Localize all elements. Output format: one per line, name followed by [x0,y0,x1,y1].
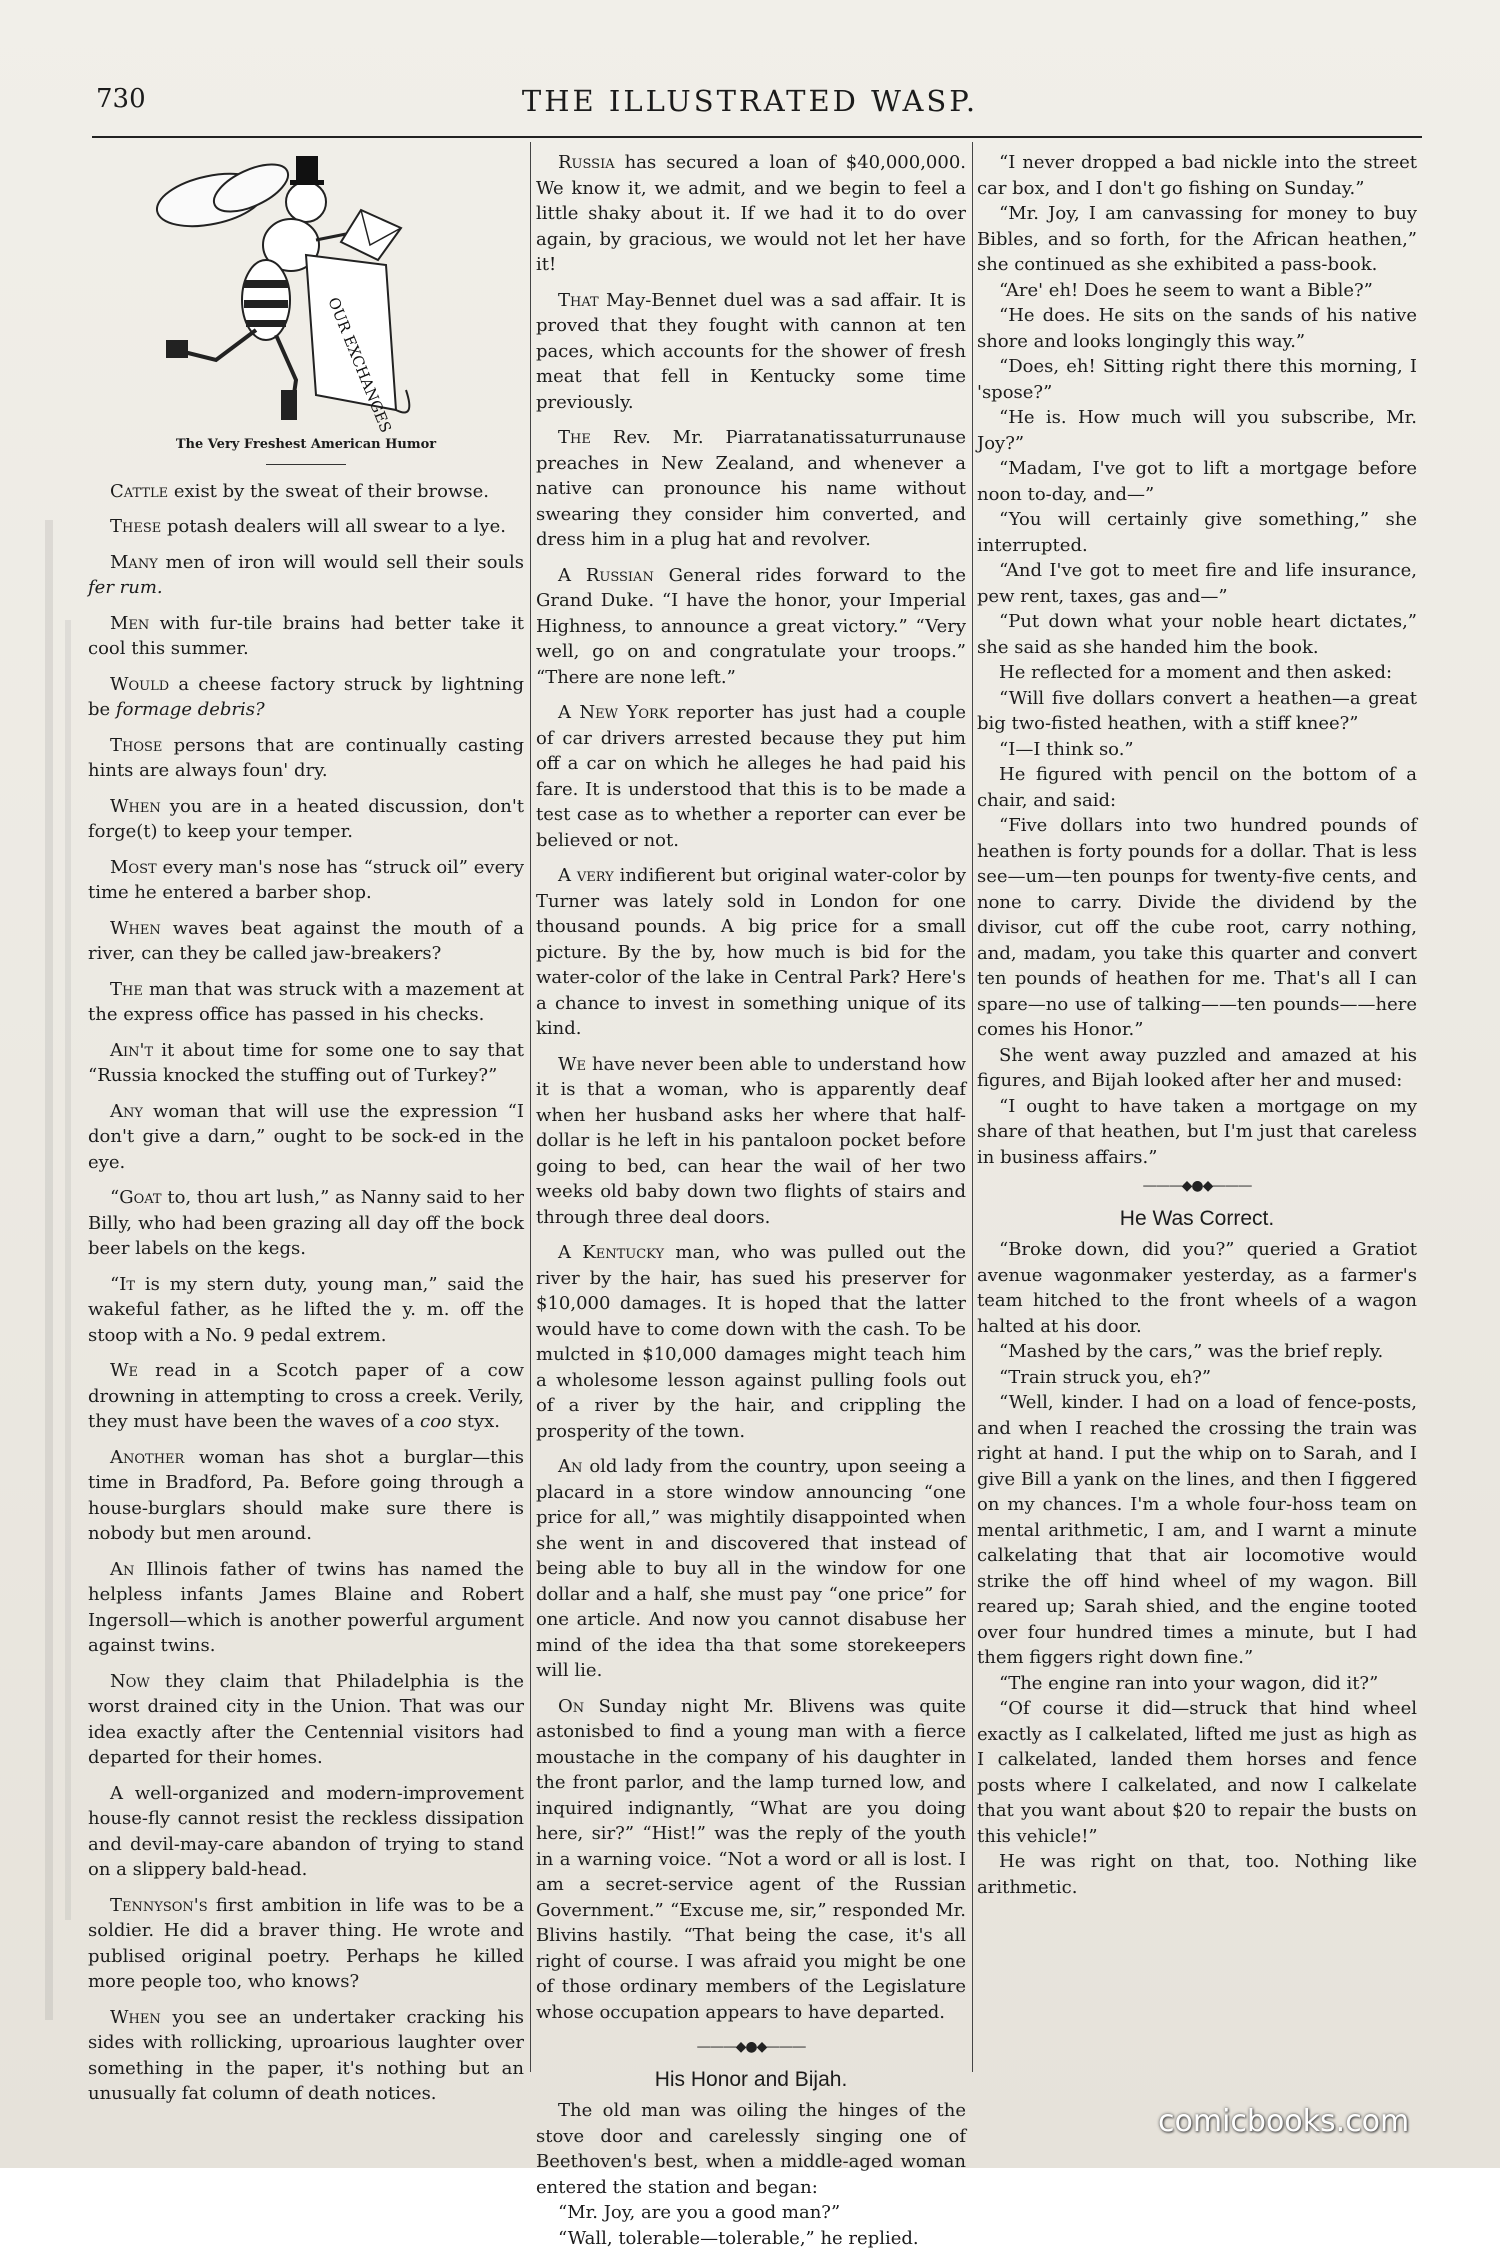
caption-rule [266,464,346,465]
paragraph-text: woman has shot a burglar—this time in Bradford, Pa. Before going through a house-burglars should make sure there is nobody but men around. [88,1447,524,1545]
story-bijah-part2 [977,150,1417,1170]
paragraph-text: reporter has just had a couple of car drivers arrested because they put him off a car on which he alleges he had paid his fare. It is understood that this is to be made a test case as to whether a reporter can ever be believed or not. [536,702,966,851]
header-rule [92,136,1422,138]
column-3 [977,150,1417,2080]
paragraph-text: is my stern duty, young man,” said the wakeful father, as he lifted the y. m. off the stoop with a No. 9 pedal extrem. [88,1274,524,1346]
paragraph-lead: Would [110,674,169,695]
paragraph-text: General rides forward to the Grand Duke. “I have the honor, your Imperial Highness, to announce a great victory.” “Very well, go on and congratulate your troops.” “There are none left.” [536,565,966,688]
paragraph-text: men of iron will would sell their souls [158,552,524,573]
paragraph-lead: Many [110,552,158,573]
paragraph-lead: Those [110,735,162,756]
story-paragraph: “Five dollars into two hundred pounds of heathen is forty pounds for a dollar. That is less see—um—ten pounps for twenty-five cents, and none to carry. Divide the dividend by the divisor, cut off the cube root, carry nothing, and, madam, you take this quarter and convert ten pounds of heathen for me. That's all I can spare—no use of talking——ten pounds——here comes his Honor.” [977,813,1417,1043]
story-paragraph: “Are' eh! Does he seem to want a Bible?” [977,278,1417,304]
story-paragraph: The old man was oiling the hinges of the stove door and carelessly singing one of Beethoven's best, when a middle-aged woman entered the station and began: [536,2098,966,2200]
paragraph-lead: When [110,918,161,939]
story-paragraph: “Train struck you, eh?” [977,1365,1417,1391]
paragraph-italic: coo [420,1411,452,1432]
paragraph-text: indifierent but original water-color by Turner was lately sold in London for one thousand pounds. A big price for a small picture. By the by, how much is bid for the water-color of the lake in Central Park? Here's a chance to invest in something unique of its kind. [536,865,966,1039]
paragraph-tail: styx. [452,1411,500,1432]
paragraph-text: man, who was pulled out the river by the hair, has sued his preserver for $10,000 damages. It is hoped that the latter would have to come down with the cash. To be mulcted in $10,000 damages might teach him a wholesome lesson against pulling fools out of a river by the hair, and crippling the prosperity of the town. [536,1242,966,1442]
paragraph [88,1038,524,1089]
story-paragraph: “Madam, I've got to lift a mortgage before noon to-day, and—” [977,456,1417,507]
paragraph-text: you see an undertaker cracking his sides with rollicking, uproarious laughter over something in the paper, it's nothing but an unusually fat column of death notices. [88,2007,524,2105]
paragraph [536,1694,966,2026]
paragraph [536,700,966,853]
paragraph-lead: An [110,1559,134,1580]
story-paragraph: “I never dropped a bad nickle into the street car box, and I don't go fishing on Sunday.” [977,150,1417,201]
paragraph-text: man that was struck with a mazement at the express office has passed in his checks. [88,979,524,1026]
story-paragraph: “The engine ran into your wagon, did it?” [977,1671,1417,1697]
paragraph [536,863,966,1042]
paragraph-text: Rev. Mr. Piarratanatissaturrunause preaches in New Zealand, and whenever a native can pronounce his name without swearing they consider him converted, and dress him in a plug hat and revolver. [536,427,966,550]
paragraph-lead: Ain't [110,1040,153,1061]
paragraph-text: read in a Scotch paper of a cow drowning in attempting to cross a creek. Verily, they must have been the waves of a [88,1360,524,1432]
paragraph [536,1052,966,1231]
paragraph-lead: The [110,979,143,1000]
paragraph-lead: The [558,427,591,448]
paragraph-text: you are in a heated discussion, don't forge(t) to keep your temper. [88,796,524,843]
paragraph-lead: We [558,1054,586,1075]
paragraph [88,1185,524,1262]
paragraph-text: potash dealers will all swear to a lye. [161,516,506,537]
story-paragraph: “Will five dollars convert a heathen—a great big two-fisted heathen, with a stiff knee?” [977,686,1417,737]
wasp-mascot-illustration [156,150,456,430]
paragraph [88,1358,524,1435]
paragraph-text: have never been able to understand how it is that a woman, who is apparently deaf when her husband asks her where that half-dollar is he left in his pantaloon pocket before going to bed, can hear the wail of her two weeks old baby down two flights of stairs and through three deal doors. [536,1054,966,1228]
column-rule-2 [972,142,973,2072]
paragraph-text: woman that will use the expression “I don't give a darn,” ought to be sock-ed in the eye. [88,1101,524,1173]
page-number: 730 [96,84,146,114]
paragraph [536,288,966,416]
story-paragraph: He figured with pencil on the bottom of a chair, and said: [977,762,1417,813]
paragraph-lead: Now [110,1671,150,1692]
story-paragraph: “Mashed by the cars,” was the brief reply. [977,1339,1417,1365]
paragraph-text: exist by the sweat of their browse. [168,481,489,502]
paragraph-text: old lady from the country, upon seeing a placard in a store window announcing “one price for all,” was mightily disappointed when she went in and discovered that instead of being able to buy all in the window for one dollar and a half, she must pay “one price” for one article. And now you cannot disabuse her mind of the idea tha that some storekeepers will lie. [536,1456,966,1681]
paragraph [88,855,524,906]
paragraph-text: they claim that Philadelphia is the worst drained city in the Union. That was our idea exactly after the Centennial visitors had departed for their homes. [88,1671,524,1769]
paragraph-lead: Russia [558,152,615,173]
story-paragraph: “I ought to have taken a mortgage on my share of that heathen, but I'm just that careless in business affairs.” [977,1094,1417,1171]
story-paragraph: “And I've got to meet fire and life insurance, pew rent, taxes, gas and—” [977,558,1417,609]
paragraph-lead: That [558,290,599,311]
paragraph-lead: Another [110,1447,184,1468]
paragraph [88,1781,524,1883]
story-paragraph: She went away puzzled and amazed at his figures, and Bijah looked after her and mused: [977,1043,1417,1094]
paragraph-lead: A very [558,865,614,886]
story-bijah-part1 [536,2098,966,2251]
page-title: THE ILLUSTRATED WASP. [0,84,1500,118]
paragraph [536,425,966,553]
story-paragraph: “Mr. Joy, are you a good man?” [536,2200,966,2226]
paragraph-lead: Any [110,1101,143,1122]
paragraph-lead: Men [110,613,149,634]
paragraph-text: waves beat against the mouth of a river, can they be called jaw-breakers? [88,918,524,965]
paragraph [88,611,524,662]
paragraph-lead: “Goat [110,1187,162,1208]
paragraph [88,514,524,540]
paragraph-text: first ambition in life was to be a soldier. He did a braver thing. He wrote and publised original poetry. Perhaps he killed more people too, who knows? [88,1895,524,1993]
paragraph [88,1099,524,1176]
story-paragraph: “Mr. Joy, I am canvassing for money to buy Bibles, and so forth, for the African heathen,” she continued as she exhibited a pass-book. [977,201,1417,278]
paragraph [88,916,524,967]
paragraph [88,733,524,784]
paragraph-text: to, thou art lush,” as Nanny said to her Billy, who had been grazing all day off the bock beer labels on the kegs. [88,1187,524,1259]
paragraph-text: has secured a loan of $40,000,000. We know it, we admit, and we begin to feel a little shaky about it. If we had it to do over again, by gracious, we would not let her have it! [536,152,966,275]
banner-text: OUR EXCHANGES [324,295,395,435]
paragraph [536,1454,966,1684]
paragraph [88,550,524,601]
paragraph [88,479,524,505]
story-paragraph: “I—I think so.” [977,737,1417,763]
story-paragraph: “He does. He sits on the sands of his native shore and looks longingly this way.” [977,303,1417,354]
paragraph-lead: When [110,796,161,817]
column-1 [88,150,524,2080]
items-list [536,150,966,2025]
story-paragraph: “Well, kinder. I had on a load of fence-posts, and when I reached the crossing the train was right at hand. I put the whip on to Sarah, and I give Bill a yank on the lines, and then I figgered on my chances. I'm a whole four-hoss team on mental arithmetic, I am, and I warnt a minute calkelating that that air locomotive would strike the off hind wheel of my wagon. Bill reared up; Sarah shied, and the engine tooted over four hundred times a minute, but I had them figgers right down fine.” [977,1390,1417,1671]
section-separator: ———◆●◆——— [536,2035,966,2061]
jokes-list [88,479,524,2107]
paragraph-lead: We [110,1360,138,1381]
paragraph-italic: fer rum. [88,577,163,598]
story-paragraph: “Of course it did—struck that hind wheel exactly as I calkelated, lifted me just as high as I calkelated, landed them horses and fence posts where I calkelated, and now I calkelate that you want about $20 to repair the busts on this vehicle!” [977,1696,1417,1849]
paragraph [88,1272,524,1349]
paragraph [536,1240,966,1444]
column-rule-1 [530,142,531,2072]
paragraph-text: a cheese factory struck by lightning be [88,674,524,721]
paragraph-text: it about time for some one to say that “Russia knocked the stuffing out of Turkey?” [88,1040,524,1087]
story-paragraph: “Wall, tolerable—tolerable,” he replied. [536,2226,966,2251]
paragraph-text: Sunday night Mr. Blivens was quite astonisbed to find a young man with a fierce moustache in the company of his daughter in the front parlor, and the lamp turned low, and inquired indignantly, “What are you doing here, sir?” “Hist!” was the reply of the youth in a warning voice. “Not a word or all is lost. I am a secret-service agent of the Russian Government.” “Excuse me, sir,” responded Mr. Blivins hastily. “That being the case, it's all right of course. I was afraid you might be one of those ordinary members of the Legislature whose occupation appears to have departed. [536,1696,966,2023]
watermark: comicbooks.com [1158,2104,1409,2139]
story-paragraph: “You will certainly give something,” she interrupted. [977,507,1417,558]
paragraph-text: with fur-tile brains had better take it cool this summer. [88,613,524,660]
paragraph-text: every man's nose has “struck oil” every time he entered a barber shop. [88,857,524,904]
paragraph-lead: On [558,1696,584,1717]
paragraph-italic: formage debris? [116,699,265,720]
paragraph-lead: “It [110,1274,135,1295]
paragraph [88,977,524,1028]
paragraph-lead: An [558,1456,582,1477]
paragraph-lead: Most [110,857,157,878]
story-paragraph: “Does, eh! Sitting right there this morning, I 'spose?” [977,354,1417,405]
section-separator: ———◆●◆——— [977,1174,1417,1200]
paragraph-text: A well-organized and modern-improvement house-fly cannot resist the reckless dissipation and devil-may-care abandon of trying to stand on a slippery bald-head. [88,1783,524,1881]
paragraph-text: persons that are continually casting hints are always foun' dry. [88,735,524,782]
story-heading-bijah: His Honor and Bijah. [536,2067,966,2093]
paragraph [88,1893,524,1995]
paragraph-lead: A Russian [558,565,654,586]
paragraph-lead: A New York [558,702,669,723]
story-heading-correct: He Was Correct. [977,1206,1417,1232]
paragraph-lead: When [110,2007,161,2028]
bleed-through-ghost [5,520,95,2020]
story-paragraph: He reflected for a moment and then asked: [977,660,1417,686]
story-paragraph: “Put down what your noble heart dictates,” she said as she handed him the book. [977,609,1417,660]
column-2 [536,150,966,2080]
paragraph [88,794,524,845]
paragraph [88,2005,524,2107]
paragraph [88,1557,524,1659]
paragraph-text: Illinois father of twins has named the helpless infants James Blaine and Robert Ingersoll—which is another powerful argument against twins. [88,1559,524,1657]
illustration-caption: The Very Freshest American Humor [88,432,524,458]
paragraph-text: May-Bennet duel was a sad affair. It is proved that they fought with cannon at ten paces, which accounts for the shower of fresh meat that fell in Kentucky some time previously. [536,290,966,413]
story-paragraph: “Broke down, did you?” queried a Gratiot avenue wagonmaker yesterday, as a farmer's team hitched to the front wheels of a wagon halted at his door. [977,1237,1417,1339]
paragraph [536,150,966,278]
story-correct-body [977,1237,1417,1900]
paragraph-lead: These [110,516,161,537]
paragraph-lead: Cattle [110,481,168,502]
story-paragraph: He was right on that, too. Nothing like arithmetic. [977,1849,1417,1900]
story-paragraph: “He is. How much will you subscribe, Mr. Joy?” [977,405,1417,456]
paragraph [536,563,966,691]
paragraph [88,672,524,723]
paragraph-lead: Tennyson's [110,1895,208,1916]
paragraph [88,1669,524,1771]
paragraph-lead: A Kentucky [558,1242,664,1263]
paragraph [88,1445,524,1547]
